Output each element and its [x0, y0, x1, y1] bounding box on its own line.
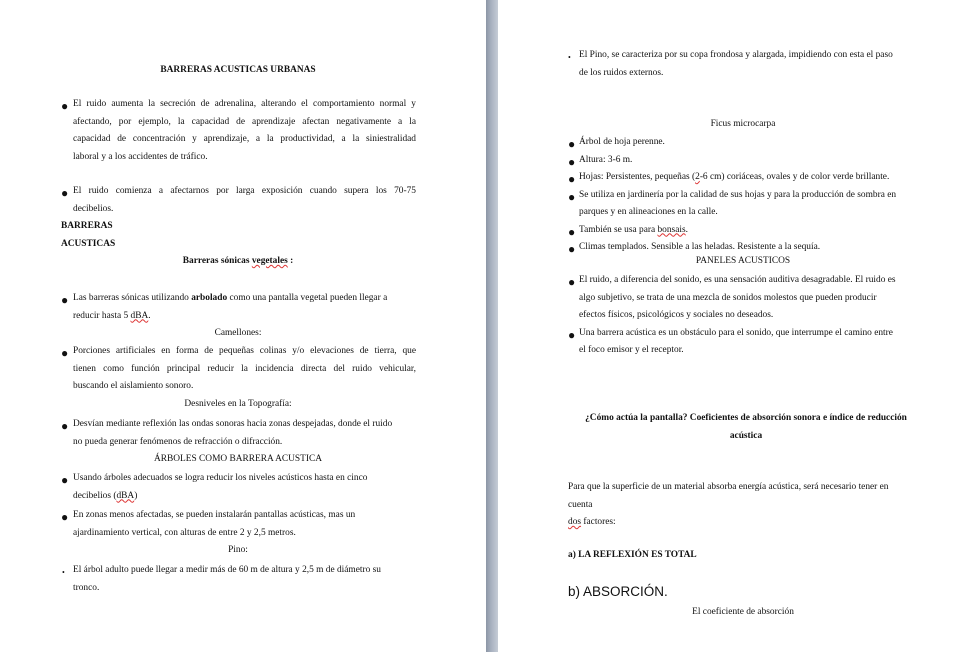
- p1-line: laboral y a los accidentes de tráfico.: [73, 151, 208, 162]
- pino-line: tronco.: [73, 582, 100, 593]
- veg-line: [73, 290, 387, 308]
- bullet-dot: ●: [568, 224, 576, 239]
- coef-heading: El coeficiente de absorción: [692, 607, 794, 617]
- pan-line: efectos físicos, psicológicos y sociales no deseados.: [579, 310, 774, 320]
- pan-line: el foco emisor y el receptor.: [579, 345, 684, 355]
- para-line: cuenta: [568, 499, 593, 510]
- bullet-dot: ●: [568, 189, 576, 204]
- veg-text: Las barreras sónicas utilizando: [73, 293, 192, 303]
- bullet-dot: ●: [61, 346, 69, 360]
- ficus-text: -6 cm) coriáceas, ovales y de color verde brillante.: [699, 172, 890, 182]
- zonas-line: En zonas menos afectadas, se pueden instalarán pantallas acústicas, mas un: [73, 510, 356, 520]
- para-line: Para que la superficie de un material absorba energía acústica, será necesario tener en: [568, 482, 889, 492]
- misspelled-word: vegetales: [251, 256, 288, 266]
- arb-line: [73, 488, 137, 506]
- question-heading: acústica: [729, 430, 763, 441]
- veg-text: .: [148, 310, 151, 321]
- cam-line: tienen como función principal reducir la incidencia directa del ruido vehicular,: [73, 363, 416, 374]
- subheading-pino: Pino:: [228, 545, 248, 555]
- heading-acusticas: ACUSTICAS: [61, 238, 116, 249]
- pan-line: El ruido, a diferencia del sonido, es una sensación auditiva desagradable. El ruido es: [579, 275, 896, 285]
- para-line: [568, 514, 616, 532]
- para-text: factores:: [581, 517, 616, 527]
- bullet-dot: ●: [568, 172, 576, 186]
- pan-line: algo subjetivo, se trata de una mezcla de sonidos molestos que pueden producir: [579, 292, 877, 303]
- ficus-text: Hojas: Persistentes, pequeñas (: [579, 172, 696, 182]
- right-page: [498, 0, 961, 652]
- veg-text: como una pantalla vegetal pueden llegar a: [227, 293, 388, 303]
- ficus-text: También se usa para: [579, 224, 658, 235]
- bullet-dot: ●: [568, 242, 576, 256]
- heading-barreras: BARRERAS: [61, 221, 113, 231]
- subheading-text: Barreras sónicas: [182, 256, 252, 266]
- p1-line: El ruido aumenta la secreción de adrenalina, alterando el comportamiento normal y: [73, 99, 416, 109]
- pino2-line: El Pino, se caracteriza por su copa frondosa y alargada, impidiendo con esta el paso: [579, 50, 893, 60]
- bullet-dot: ●: [61, 510, 69, 524]
- bullet-dot: ●: [61, 419, 69, 433]
- bullet-dot: ●: [568, 275, 576, 289]
- misspelled-word: 2: [695, 172, 700, 182]
- subheading-camellones: Camellones:: [214, 328, 262, 338]
- absorcion-heading: b) ABSORCIÓN.: [568, 584, 668, 599]
- pino2-line: de los ruidos externos.: [579, 67, 664, 78]
- subheading-desniveles: Desniveles en la Topografía:: [184, 399, 292, 409]
- pan-line: Una barrera acústica es un obstáculo para el sonido, que interrumpe el camino entre: [579, 327, 893, 338]
- cam-line: buscando el aislamiento sonoro.: [73, 381, 194, 391]
- reflexion-heading: a) LA REFLEXIÓN ES TOTAL: [568, 550, 697, 560]
- ficus-item: parques y en alineaciones en la calle.: [579, 207, 718, 217]
- ficus-item: [579, 169, 889, 187]
- p1-line: afectando, por ejemplo, la capacidad de aprendizaje afectan negativamente a la: [73, 116, 416, 127]
- bullet-dot: ●: [568, 327, 576, 342]
- subheading-vegetales: [60, 253, 416, 271]
- des-line: no pueda generar fenómenos de refracción o difracción.: [73, 436, 283, 447]
- ficus-item: [579, 222, 688, 240]
- bullet-dot: ●: [568, 137, 576, 151]
- pino-line: El árbol adulto puede llegar a medir más de 60 m de altura y 2,5 m de diámetro su: [73, 565, 381, 575]
- veg-text: reducir hasta 5: [73, 310, 131, 321]
- veg-line: [73, 308, 151, 326]
- subheading-paneles: PANELES ACUSTICOS: [695, 256, 791, 266]
- misspelled-word: bonsais: [657, 224, 686, 235]
- cam-line: Porciones artificiales en forma de pequeñas colinas y/o elevaciones de tierra, que: [73, 346, 416, 356]
- ficus-item: Altura: 3-6 m.: [579, 154, 633, 165]
- p1-line: capacidad de concentración y aprendizaje, a la productividad, a la siniestralidad: [73, 134, 416, 144]
- bullet-dot-small: •: [62, 568, 65, 577]
- bullet-dot: ●: [61, 186, 69, 200]
- bullet-dot: ●: [61, 293, 69, 307]
- subheading-ficus: Ficus microcarpa: [710, 119, 776, 129]
- subheading-text: :: [287, 256, 294, 266]
- doc-title: BARRERAS ACUSTICAS URBANAS: [160, 65, 316, 75]
- bullet-dot: ●: [61, 473, 69, 487]
- misspelled-word: dBA: [130, 310, 149, 321]
- ficus-item: Se utiliza en jardinería por la calidad de sus hojas y para la producción de sombra en: [579, 189, 897, 200]
- arb-text: ): [134, 490, 138, 501]
- zonas-line: ajardinamiento vertical, con alturas de entre 2 y 2,5 metros.: [73, 527, 296, 538]
- bullet-dot-small: •: [568, 53, 571, 62]
- p2-line: El ruido comienza a afectarnos por larga exposición cuando supera los 70-75: [73, 186, 416, 196]
- veg-bold: arbolado: [191, 293, 228, 303]
- p2-line: decibelios.: [73, 203, 114, 214]
- subheading-arboles: ÁRBOLES COMO BARRERA ACUSTICA: [154, 454, 322, 464]
- ficus-item: Climas templados. Sensible a las heladas. Resistente a la sequía.: [579, 242, 821, 252]
- arb-line: Usando árboles adecuados se logra reducir los niveles acústicos hasta en cinco: [73, 473, 368, 483]
- arb-text: decibelios (: [73, 490, 117, 501]
- ficus-item: Árbol de hoja perenne.: [579, 137, 665, 147]
- question-heading: ¿Cómo actúa la pantalla? Coeficientes de absorción sonora e índice de reducción: [585, 413, 907, 423]
- misspelled-word: dos: [568, 517, 582, 527]
- des-line: Desvían mediante reflexión las ondas sonoras hacia zonas despejadas, donde el ruido: [73, 419, 393, 429]
- misspelled-word: dBA: [116, 490, 135, 501]
- bullet-dot: ●: [61, 99, 69, 113]
- bullet-dot: ●: [568, 154, 576, 169]
- ficus-text: .: [685, 224, 688, 235]
- page-gutter: [486, 0, 498, 652]
